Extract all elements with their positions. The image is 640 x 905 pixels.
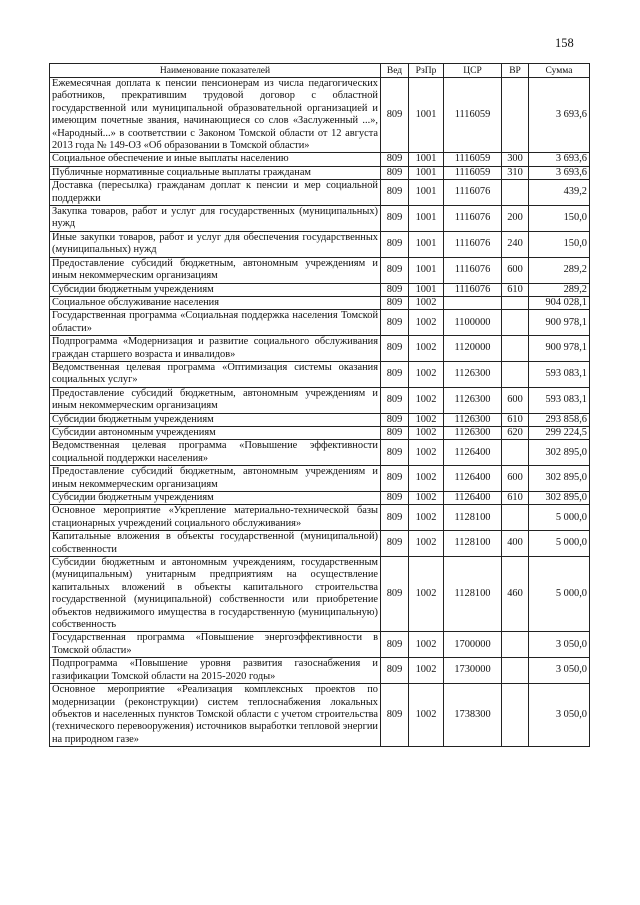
- cell-vr: 310: [502, 166, 529, 179]
- cell-sum: 3 693,6: [529, 78, 590, 153]
- cell-vr: [502, 361, 529, 387]
- cell-rzpr: 1002: [409, 557, 444, 632]
- cell-sum: 5 000,0: [529, 505, 590, 531]
- cell-ved: 809: [381, 426, 409, 439]
- table-row: [50, 257, 590, 283]
- table-row: [50, 658, 590, 684]
- cell-sum: 293 858,6: [529, 413, 590, 426]
- table-row: [50, 440, 590, 466]
- table-row: [50, 153, 590, 166]
- cell-ved: 809: [381, 466, 409, 492]
- cell-sum: 904 028,1: [529, 296, 590, 309]
- cell-rzpr: 1001: [409, 78, 444, 153]
- cell-csr: 1738300: [444, 684, 502, 747]
- table-row: [50, 206, 590, 232]
- cell-ved: 809: [381, 413, 409, 426]
- table-body: [50, 78, 590, 747]
- page-number: 158: [555, 36, 574, 50]
- cell-name: Предоставление субсидий бюджетным, автономным учреждениям и иным некоммерческим организациям: [50, 387, 381, 413]
- table-row: [50, 78, 590, 153]
- cell-vr: [502, 440, 529, 466]
- cell-rzpr: 1002: [409, 466, 444, 492]
- table-row: [50, 310, 590, 336]
- column-header-name: Наименование показателей: [50, 64, 381, 78]
- cell-rzpr: 1002: [409, 413, 444, 426]
- cell-name: Государственная программа «Повышение энергоэффективности в Томской области»: [50, 632, 381, 658]
- cell-vr: 600: [502, 466, 529, 492]
- table-row: [50, 466, 590, 492]
- cell-vr: [502, 310, 529, 336]
- table-row: [50, 684, 590, 747]
- table-row: [50, 492, 590, 505]
- cell-csr: 1128100: [444, 557, 502, 632]
- cell-csr: 1116076: [444, 231, 502, 257]
- cell-rzpr: 1001: [409, 206, 444, 232]
- table-row: [50, 531, 590, 557]
- column-header-vr: ВР: [502, 64, 529, 78]
- cell-sum: 3 693,6: [529, 153, 590, 166]
- table-header-row: [50, 64, 590, 78]
- column-header-rzpr: РзПр: [409, 64, 444, 78]
- cell-name: Подпрограмма «Модернизация и развитие социального обслуживания граждан старшего возраста и инвалидов»: [50, 336, 381, 362]
- cell-sum: 3 050,0: [529, 658, 590, 684]
- cell-csr: 1116076: [444, 257, 502, 283]
- cell-csr: 1126400: [444, 440, 502, 466]
- cell-csr: 1116059: [444, 78, 502, 153]
- cell-csr: 1126300: [444, 426, 502, 439]
- cell-rzpr: 1002: [409, 387, 444, 413]
- cell-vr: 610: [502, 283, 529, 296]
- cell-name: Ежемесячная доплата к пенсии пенсионерам из числа педагогических работников, прекратившим трудовой договор с областной государственной или муниципальной образовательной организацией и имеющим почетные звания, начинающиеся со слов «Заслуженный ...», «Народный...» в соответствии с Законом Томской области от 12 августа 2013 года № 149-ОЗ «Об образовании в Томской области»: [50, 78, 381, 153]
- cell-csr: 1116076: [444, 206, 502, 232]
- cell-name: Субсидии автономным учреждениям: [50, 426, 381, 439]
- column-header-ved: Вед: [381, 64, 409, 78]
- column-header-sum: Сумма: [529, 64, 590, 78]
- cell-name: Основное мероприятие «Реализация комплексных проектов по модернизации (реконструкции) систем теплоснабжения локальных объектов и населенных пунктов Томской области с учетом строительства (технического перевооружения) источников выработки тепловой энергии на природном газе»: [50, 684, 381, 747]
- table-row: [50, 557, 590, 632]
- cell-sum: 900 978,1: [529, 310, 590, 336]
- cell-rzpr: 1002: [409, 684, 444, 747]
- table-row: [50, 632, 590, 658]
- cell-vr: 200: [502, 206, 529, 232]
- table-row: [50, 336, 590, 362]
- table-row: [50, 283, 590, 296]
- cell-rzpr: 1002: [409, 440, 444, 466]
- cell-sum: 302 895,0: [529, 440, 590, 466]
- cell-rzpr: 1002: [409, 531, 444, 557]
- cell-vr: 300: [502, 153, 529, 166]
- cell-sum: 3 693,6: [529, 166, 590, 179]
- cell-name: Капитальные вложения в объекты государственной (муниципальной) собственности: [50, 531, 381, 557]
- cell-csr: 1126300: [444, 361, 502, 387]
- cell-vr: 610: [502, 492, 529, 505]
- cell-rzpr: 1001: [409, 180, 444, 206]
- cell-ved: 809: [381, 257, 409, 283]
- cell-sum: 289,2: [529, 283, 590, 296]
- cell-name: Подпрограмма «Повышение уровня развития газоснабжения и газификации Томской области на 2015-2020 годы»: [50, 658, 381, 684]
- cell-name: Ведомственная целевая программа «Оптимизация системы оказания социальных услуг»: [50, 361, 381, 387]
- cell-vr: 600: [502, 257, 529, 283]
- cell-csr: 1126300: [444, 387, 502, 413]
- cell-name: Доставка (пересылка) гражданам доплат к пенсии и мер социальной поддержки: [50, 180, 381, 206]
- cell-ved: 809: [381, 658, 409, 684]
- cell-name: Предоставление субсидий бюджетным, автономным учреждениям и иным некоммерческим организациям: [50, 466, 381, 492]
- cell-vr: [502, 632, 529, 658]
- table-row: [50, 413, 590, 426]
- cell-csr: 1128100: [444, 505, 502, 531]
- cell-rzpr: 1002: [409, 336, 444, 362]
- cell-vr: 240: [502, 231, 529, 257]
- cell-rzpr: 1002: [409, 310, 444, 336]
- cell-rzpr: 1002: [409, 426, 444, 439]
- cell-csr: 1126400: [444, 492, 502, 505]
- cell-sum: 5 000,0: [529, 557, 590, 632]
- table-row: [50, 361, 590, 387]
- cell-name: Социальное обеспечение и иные выплаты населению: [50, 153, 381, 166]
- cell-sum: 302 895,0: [529, 466, 590, 492]
- table-row: [50, 231, 590, 257]
- table-row: [50, 296, 590, 309]
- cell-ved: 809: [381, 166, 409, 179]
- cell-ved: 809: [381, 283, 409, 296]
- cell-csr: 1126400: [444, 466, 502, 492]
- cell-name: Основное мероприятие «Укрепление материально-технической базы стационарных учреждений социального обслуживания»: [50, 505, 381, 531]
- cell-ved: 809: [381, 440, 409, 466]
- cell-rzpr: 1002: [409, 658, 444, 684]
- cell-csr: 1120000: [444, 336, 502, 362]
- cell-rzpr: 1001: [409, 283, 444, 296]
- cell-rzpr: 1002: [409, 361, 444, 387]
- cell-ved: 809: [381, 361, 409, 387]
- cell-ved: 809: [381, 153, 409, 166]
- cell-sum: 593 083,1: [529, 361, 590, 387]
- cell-sum: 439,2: [529, 180, 590, 206]
- cell-rzpr: 1002: [409, 492, 444, 505]
- column-header-csr: ЦСР: [444, 64, 502, 78]
- budget-table: [49, 63, 590, 747]
- cell-csr: 1126300: [444, 413, 502, 426]
- cell-ved: 809: [381, 296, 409, 309]
- cell-vr: [502, 296, 529, 309]
- cell-csr: 1730000: [444, 658, 502, 684]
- cell-ved: 809: [381, 336, 409, 362]
- cell-sum: 3 050,0: [529, 684, 590, 747]
- table-row: [50, 426, 590, 439]
- cell-name: Субсидии бюджетным и автономным учреждениям, государственным (муниципальным) унитарным предприятиям на осуществление капитальных вложений в объекты капитального строительства государственной (муниципальной) собственности или приобретение объектов недвижимого имущества в государственную (муниципальную) собственность: [50, 557, 381, 632]
- cell-sum: 150,0: [529, 231, 590, 257]
- table-row: [50, 180, 590, 206]
- table-row: [50, 505, 590, 531]
- cell-ved: 809: [381, 180, 409, 206]
- cell-ved: 809: [381, 632, 409, 658]
- cell-vr: [502, 78, 529, 153]
- cell-ved: 809: [381, 531, 409, 557]
- cell-sum: 289,2: [529, 257, 590, 283]
- cell-name: Закупка товаров, работ и услуг для государственных (муниципальных) нужд: [50, 206, 381, 232]
- table-row: [50, 166, 590, 179]
- cell-rzpr: 1002: [409, 296, 444, 309]
- cell-rzpr: 1001: [409, 257, 444, 283]
- cell-sum: 299 224,5: [529, 426, 590, 439]
- table-row: [50, 387, 590, 413]
- cell-name: Субсидии бюджетным учреждениям: [50, 413, 381, 426]
- cell-csr: 1116076: [444, 180, 502, 206]
- cell-vr: [502, 505, 529, 531]
- cell-vr: 620: [502, 426, 529, 439]
- cell-ved: 809: [381, 557, 409, 632]
- cell-csr: 1116059: [444, 166, 502, 179]
- cell-sum: 302 895,0: [529, 492, 590, 505]
- cell-rzpr: 1002: [409, 632, 444, 658]
- cell-ved: 809: [381, 231, 409, 257]
- cell-csr: 1100000: [444, 310, 502, 336]
- cell-vr: [502, 684, 529, 747]
- cell-name: Субсидии бюджетным учреждениям: [50, 492, 381, 505]
- cell-name: Публичные нормативные социальные выплаты гражданам: [50, 166, 381, 179]
- cell-rzpr: 1001: [409, 153, 444, 166]
- cell-csr: 1116076: [444, 283, 502, 296]
- cell-csr: 1116059: [444, 153, 502, 166]
- cell-ved: 809: [381, 387, 409, 413]
- cell-sum: 3 050,0: [529, 632, 590, 658]
- cell-ved: 809: [381, 206, 409, 232]
- cell-ved: 809: [381, 310, 409, 336]
- cell-name: Субсидии бюджетным учреждениям: [50, 283, 381, 296]
- cell-ved: 809: [381, 684, 409, 747]
- cell-vr: 460: [502, 557, 529, 632]
- cell-name: Социальное обслуживание населения: [50, 296, 381, 309]
- cell-sum: 5 000,0: [529, 531, 590, 557]
- cell-ved: 809: [381, 505, 409, 531]
- cell-name: Государственная программа «Социальная поддержка населения Томской области»: [50, 310, 381, 336]
- cell-sum: 150,0: [529, 206, 590, 232]
- cell-csr: 1700000: [444, 632, 502, 658]
- cell-rzpr: 1001: [409, 231, 444, 257]
- cell-name: Предоставление субсидий бюджетным, автономным учреждениям и иным некоммерческим организациям: [50, 257, 381, 283]
- cell-sum: 900 978,1: [529, 336, 590, 362]
- cell-vr: 610: [502, 413, 529, 426]
- cell-csr: 1128100: [444, 531, 502, 557]
- cell-csr: [444, 296, 502, 309]
- cell-rzpr: 1001: [409, 166, 444, 179]
- cell-rzpr: 1002: [409, 505, 444, 531]
- cell-vr: 600: [502, 387, 529, 413]
- cell-vr: [502, 658, 529, 684]
- cell-vr: [502, 180, 529, 206]
- cell-ved: 809: [381, 492, 409, 505]
- cell-name: Ведомственная целевая программа «Повышение эффективности социальной поддержки населения»: [50, 440, 381, 466]
- cell-sum: 593 083,1: [529, 387, 590, 413]
- cell-vr: [502, 336, 529, 362]
- cell-vr: 400: [502, 531, 529, 557]
- cell-ved: 809: [381, 78, 409, 153]
- cell-name: Иные закупки товаров, работ и услуг для обеспечения государственных (муниципальных) нужд: [50, 231, 381, 257]
